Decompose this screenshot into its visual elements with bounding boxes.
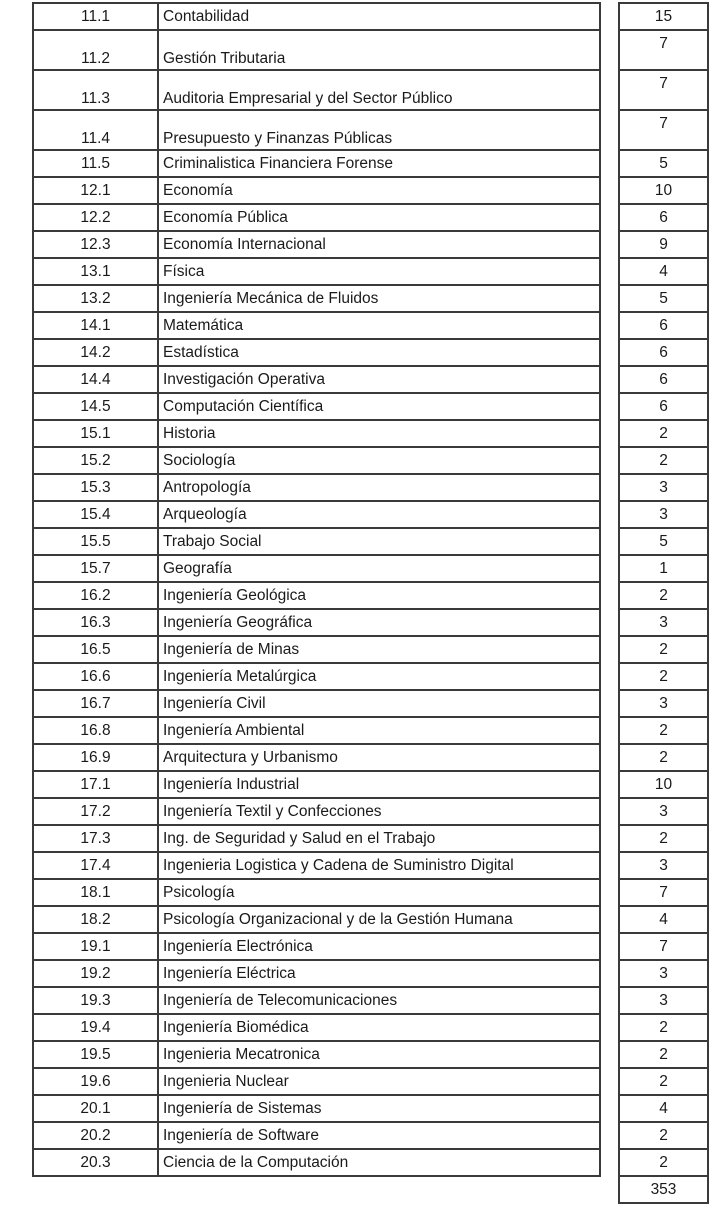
- table-row: [33, 420, 600, 447]
- table-row: [33, 204, 600, 231]
- program-count: 15: [619, 3, 708, 30]
- program-name: Auditoria Empresarial y del Sector Público: [158, 70, 600, 110]
- program-name: Ingeniería Industrial: [158, 771, 600, 798]
- count-row: [619, 393, 708, 420]
- program-count: 7: [619, 933, 708, 960]
- count-row: [619, 1122, 708, 1149]
- table-row: [33, 501, 600, 528]
- program-count: 2: [619, 825, 708, 852]
- count-row: [619, 366, 708, 393]
- program-code: 18.1: [33, 879, 158, 906]
- program-code: 11.5: [33, 150, 158, 177]
- count-row: [619, 987, 708, 1014]
- program-count: 7: [619, 110, 708, 150]
- program-code: 15.1: [33, 420, 158, 447]
- table-row: [33, 110, 600, 150]
- program-count: 6: [619, 393, 708, 420]
- table-row: [33, 1122, 600, 1149]
- count-row: [619, 150, 708, 177]
- table-row: [33, 474, 600, 501]
- program-count: 5: [619, 150, 708, 177]
- count-row: [619, 528, 708, 555]
- program-code: 13.1: [33, 258, 158, 285]
- table-row: [33, 1149, 600, 1176]
- program-name: Ingeniería Electrónica: [158, 933, 600, 960]
- count-row: [619, 501, 708, 528]
- table-row: [33, 150, 600, 177]
- program-code: 17.4: [33, 852, 158, 879]
- program-code: 15.5: [33, 528, 158, 555]
- program-count: 2: [619, 717, 708, 744]
- program-code: 16.9: [33, 744, 158, 771]
- program-name: Economía Pública: [158, 204, 600, 231]
- program-code: 11.2: [33, 30, 158, 70]
- program-name: Ingeniería Ambiental: [158, 717, 600, 744]
- program-name: Arqueología: [158, 501, 600, 528]
- table-row: [33, 70, 600, 110]
- table-row: [33, 285, 600, 312]
- program-code: 19.5: [33, 1041, 158, 1068]
- program-code: 11.4: [33, 110, 158, 150]
- program-code: 15.4: [33, 501, 158, 528]
- table-row: [33, 528, 600, 555]
- program-name: Trabajo Social: [158, 528, 600, 555]
- program-count: 4: [619, 1095, 708, 1122]
- program-name: Ciencia de la Computación: [158, 1149, 600, 1176]
- program-code: 16.3: [33, 609, 158, 636]
- program-code: 19.1: [33, 933, 158, 960]
- program-count: 3: [619, 852, 708, 879]
- count-row: [619, 690, 708, 717]
- program-code: 12.3: [33, 231, 158, 258]
- count-row: [619, 555, 708, 582]
- program-name: Psicología Organizacional y de la Gestión Humana: [158, 906, 600, 933]
- program-count: 2: [619, 744, 708, 771]
- count-row: [619, 825, 708, 852]
- program-count: 10: [619, 771, 708, 798]
- program-count: 6: [619, 366, 708, 393]
- program-name: Gestión Tributaria: [158, 30, 600, 70]
- count-row: [619, 744, 708, 771]
- count-row: [619, 204, 708, 231]
- program-code: 20.1: [33, 1095, 158, 1122]
- program-count: 6: [619, 312, 708, 339]
- program-code: 14.4: [33, 366, 158, 393]
- program-count: 2: [619, 636, 708, 663]
- table-row: [33, 555, 600, 582]
- table-row: [33, 258, 600, 285]
- count-row: [619, 582, 708, 609]
- program-code: 14.1: [33, 312, 158, 339]
- count-row: [619, 717, 708, 744]
- count-row: [619, 636, 708, 663]
- program-name: Psicología: [158, 879, 600, 906]
- programs-table: [32, 2, 601, 1177]
- table-row: [33, 933, 600, 960]
- count-row: [619, 933, 708, 960]
- program-code: 14.5: [33, 393, 158, 420]
- count-row: [619, 110, 708, 150]
- program-name: Contabilidad: [158, 3, 600, 30]
- table-row: [33, 609, 600, 636]
- program-code: 16.6: [33, 663, 158, 690]
- table-row: [33, 447, 600, 474]
- program-name: Investigación Operativa: [158, 366, 600, 393]
- count-row: [619, 177, 708, 204]
- table-row: [33, 1095, 600, 1122]
- program-code: 12.1: [33, 177, 158, 204]
- program-count: 9: [619, 231, 708, 258]
- program-code: 16.8: [33, 717, 158, 744]
- program-name: Ing. de Seguridad y Salud en el Trabajo: [158, 825, 600, 852]
- program-name: Física: [158, 258, 600, 285]
- program-count: 2: [619, 582, 708, 609]
- program-name: Ingeniería Biomédica: [158, 1014, 600, 1041]
- table-row: [33, 366, 600, 393]
- table-row: [33, 798, 600, 825]
- count-row: [619, 1041, 708, 1068]
- program-count: 2: [619, 1149, 708, 1176]
- count-row: [619, 906, 708, 933]
- count-row: [619, 1149, 708, 1176]
- program-code: 17.3: [33, 825, 158, 852]
- table-row: [33, 1014, 600, 1041]
- table-row: [33, 30, 600, 70]
- program-code: 15.3: [33, 474, 158, 501]
- count-row: [619, 420, 708, 447]
- program-code: 20.3: [33, 1149, 158, 1176]
- program-count: 2: [619, 1041, 708, 1068]
- program-code: 19.4: [33, 1014, 158, 1041]
- program-name: Ingeniería Geológica: [158, 582, 600, 609]
- count-row: [619, 70, 708, 110]
- count-row: [619, 960, 708, 987]
- program-name: Ingenieria Logistica y Cadena de Suministro Digital: [158, 852, 600, 879]
- count-row: [619, 474, 708, 501]
- program-name: Ingenieria Mecatronica: [158, 1041, 600, 1068]
- program-count: 4: [619, 258, 708, 285]
- table-row: [33, 825, 600, 852]
- count-row: [619, 312, 708, 339]
- table-row: [33, 1068, 600, 1095]
- program-name: Estadística: [158, 339, 600, 366]
- program-count: 6: [619, 204, 708, 231]
- count-row: [619, 339, 708, 366]
- program-name: Ingeniería de Telecomunicaciones: [158, 987, 600, 1014]
- program-name: Ingeniería Metalúrgica: [158, 663, 600, 690]
- program-code: 18.2: [33, 906, 158, 933]
- table-row: [33, 1041, 600, 1068]
- table-row: [33, 690, 600, 717]
- program-count: 2: [619, 447, 708, 474]
- program-name: Ingeniería de Minas: [158, 636, 600, 663]
- count-row: [619, 231, 708, 258]
- program-name: Ingeniería de Sistemas: [158, 1095, 600, 1122]
- program-name: Economía Internacional: [158, 231, 600, 258]
- table-row: [33, 339, 600, 366]
- count-row: [619, 285, 708, 312]
- program-count: 2: [619, 1122, 708, 1149]
- program-code: 19.3: [33, 987, 158, 1014]
- table-row: [33, 177, 600, 204]
- program-name: Ingeniería Geográfica: [158, 609, 600, 636]
- program-name: Sociología: [158, 447, 600, 474]
- program-count: 6: [619, 339, 708, 366]
- program-code: 11.1: [33, 3, 158, 30]
- program-code: 19.2: [33, 960, 158, 987]
- program-name: Antropología: [158, 474, 600, 501]
- program-name: Ingeniería Textil y Confecciones: [158, 798, 600, 825]
- counts-table: [618, 2, 709, 1204]
- table-row: [33, 312, 600, 339]
- table-row: [33, 906, 600, 933]
- program-code: 13.2: [33, 285, 158, 312]
- total-row: [619, 1176, 708, 1203]
- table-row: [33, 744, 600, 771]
- table-row: [33, 393, 600, 420]
- table-row: [33, 717, 600, 744]
- table-row: [33, 987, 600, 1014]
- program-count: 3: [619, 987, 708, 1014]
- count-row: [619, 3, 708, 30]
- count-row: [619, 1095, 708, 1122]
- program-name: Ingeniería Eléctrica: [158, 960, 600, 987]
- program-code: 14.2: [33, 339, 158, 366]
- program-name: Matemática: [158, 312, 600, 339]
- program-name: Presupuesto y Finanzas Públicas: [158, 110, 600, 150]
- total-count: 353: [619, 1176, 708, 1203]
- program-code: 16.7: [33, 690, 158, 717]
- program-name: Ingeniería Civil: [158, 690, 600, 717]
- program-count: 3: [619, 474, 708, 501]
- program-count: 3: [619, 798, 708, 825]
- table-row: [33, 771, 600, 798]
- program-code: 11.3: [33, 70, 158, 110]
- program-code: 12.2: [33, 204, 158, 231]
- program-name: Historia: [158, 420, 600, 447]
- count-row: [619, 258, 708, 285]
- program-code: 16.2: [33, 582, 158, 609]
- program-count: 10: [619, 177, 708, 204]
- program-count: 5: [619, 528, 708, 555]
- program-count: 2: [619, 1014, 708, 1041]
- count-row: [619, 1014, 708, 1041]
- table-row: [33, 636, 600, 663]
- table-row: [33, 852, 600, 879]
- program-code: 17.2: [33, 798, 158, 825]
- table-row: [33, 3, 600, 30]
- program-code: 15.2: [33, 447, 158, 474]
- program-count: 2: [619, 1068, 708, 1095]
- table-row: [33, 960, 600, 987]
- program-count: 3: [619, 690, 708, 717]
- count-row: [619, 1068, 708, 1095]
- program-count: 2: [619, 420, 708, 447]
- program-name: Economía: [158, 177, 600, 204]
- program-count: 2: [619, 663, 708, 690]
- table-row: [33, 231, 600, 258]
- program-count: 4: [619, 906, 708, 933]
- program-name: Ingeniería Mecánica de Fluidos: [158, 285, 600, 312]
- count-row: [619, 771, 708, 798]
- program-count: 3: [619, 960, 708, 987]
- table-row: [33, 879, 600, 906]
- program-name: Computación Científica: [158, 393, 600, 420]
- count-row: [619, 609, 708, 636]
- program-count: 7: [619, 879, 708, 906]
- program-count: 5: [619, 285, 708, 312]
- program-name: Criminalistica Financiera Forense: [158, 150, 600, 177]
- program-name: Arquitectura y Urbanismo: [158, 744, 600, 771]
- program-code: 20.2: [33, 1122, 158, 1149]
- program-code: 15.7: [33, 555, 158, 582]
- program-name: Ingeniería de Software: [158, 1122, 600, 1149]
- program-count: 3: [619, 609, 708, 636]
- program-count: 3: [619, 501, 708, 528]
- program-name: Ingenieria Nuclear: [158, 1068, 600, 1095]
- program-count: 7: [619, 30, 708, 70]
- program-count: 7: [619, 70, 708, 110]
- count-row: [619, 852, 708, 879]
- table-row: [33, 582, 600, 609]
- program-code: 19.6: [33, 1068, 158, 1095]
- table-row: [33, 663, 600, 690]
- program-code: 16.5: [33, 636, 158, 663]
- program-count: 1: [619, 555, 708, 582]
- count-row: [619, 30, 708, 70]
- count-row: [619, 879, 708, 906]
- program-name: Geografía: [158, 555, 600, 582]
- program-code: 17.1: [33, 771, 158, 798]
- count-row: [619, 798, 708, 825]
- count-row: [619, 447, 708, 474]
- count-row: [619, 663, 708, 690]
